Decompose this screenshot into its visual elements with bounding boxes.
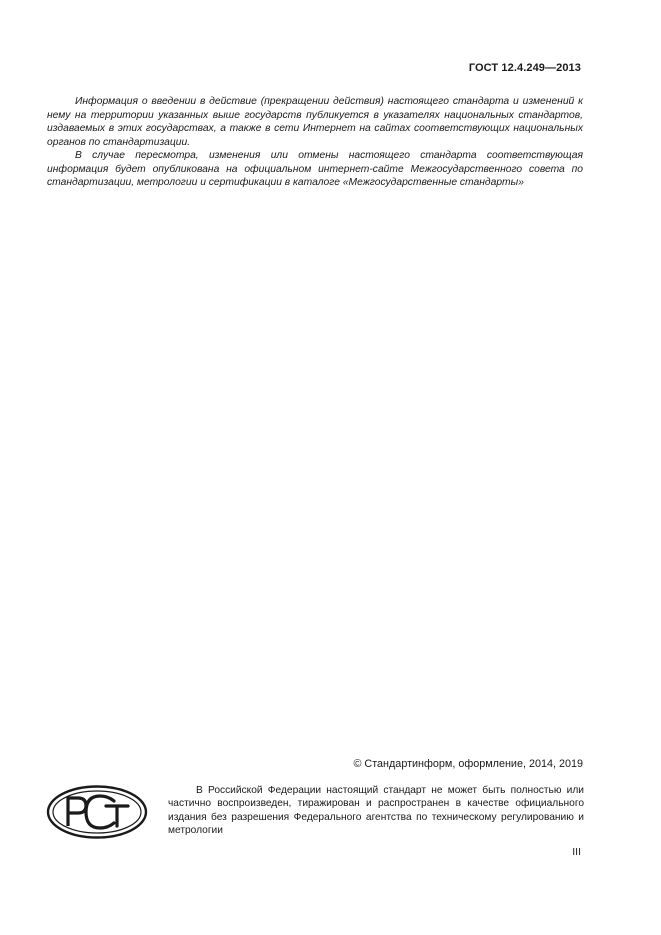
document-code: ГОСТ 12.4.249—2013 [468,62,581,74]
rst-logo-icon [46,784,148,840]
info-paragraph-2: В случае пересмотра, изменения или отмены настоящего стандарта соответствующая информация будет опубликована на официальном интернет-сайте Межгосударственного совета по стандартизации, метрологии и сертификации в каталоге «Межгосударственные стандарты» [47,150,583,188]
legal-notice [168,784,584,837]
page-number: III [572,846,581,858]
info-paragraph-1: Информация о введении в действие (прекращении действия) настоящего стандарта и изменений к нему на территории указанных выше государств публикуется в указателях национальных стандартов, издаваемых в этих государствах, а также в сети Интернет на сайтах соответствующих национальных органов по стандартизации. [47,96,583,148]
copyright-notice: © Стандартинформ, оформление, 2014, 2019 [353,758,583,770]
legal-notice-text: В Российской Федерации настоящий стандарт не может быть полностью или частично воспроизведен, тиражирован и распространен в качестве официального издания без разрешения Федерального агентства по техническому регулированию и метрологии [168,785,584,836]
info-block [47,95,583,190]
